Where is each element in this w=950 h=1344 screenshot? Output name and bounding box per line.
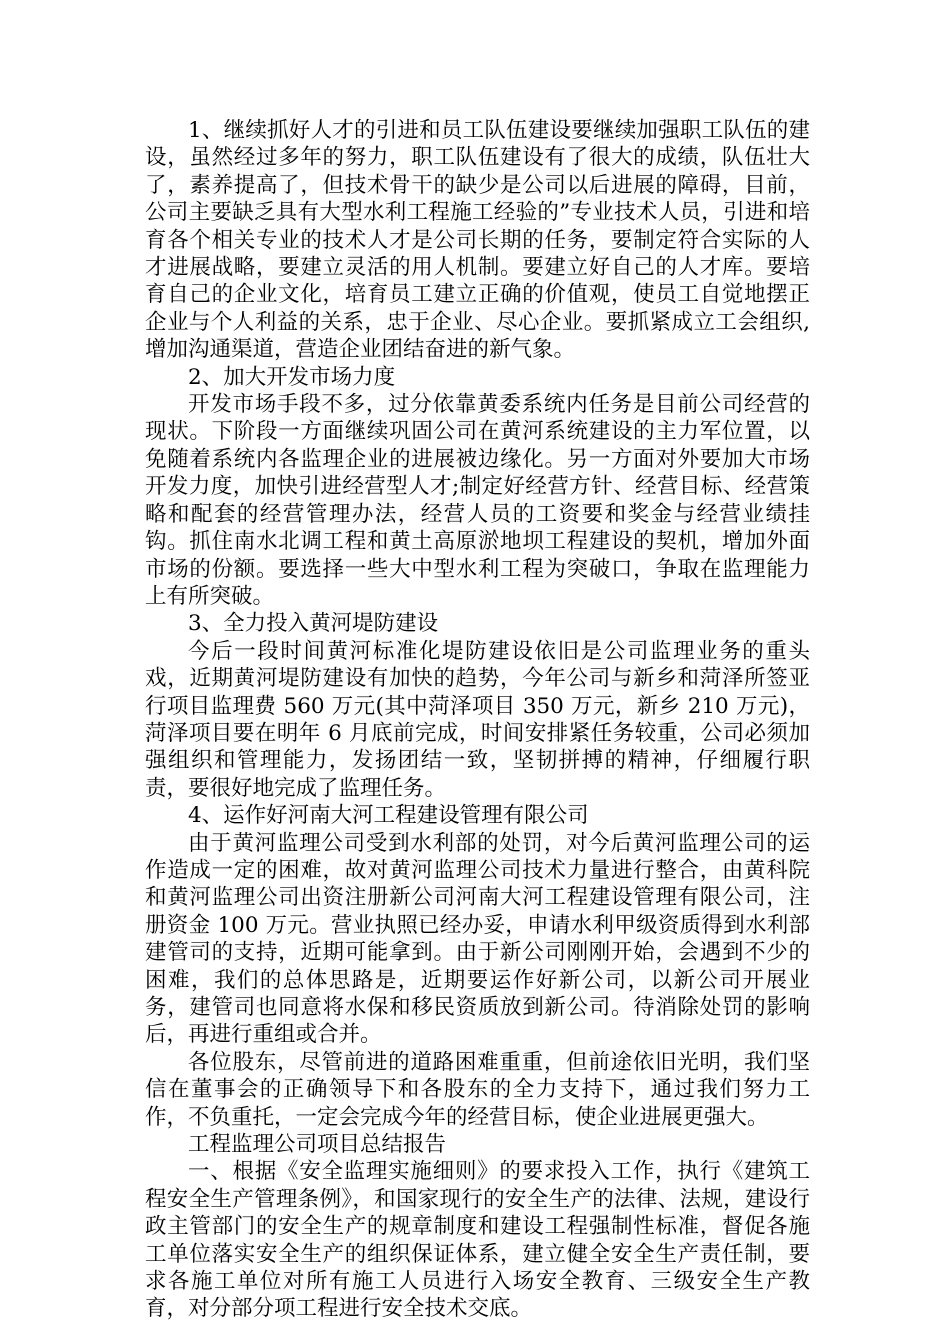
heading-market-development: 2、加大开发市场力度 (188, 364, 396, 390)
heading-levee-construction: 3、全力投入黄河堤防建设 (188, 611, 439, 637)
heading-dahe-company: 4、运作好河南大河工程建设管理有限公司 (188, 803, 589, 829)
paragraph-levee-construction: 今后一段时间黄河标准化堤防建设依旧是公司监理业务的重头戏，近期黄河堤防建设有加快的趋势，今年公司与新乡和菏泽所签亚行项目监理费 560 万元(其中菏泽项目 350 万元，新乡 210 万元)，菏泽项目要在明年 6 月底前完成，时间安排紧任务较重，公司必须加强组织和管理能力，发扬团结一致，坚韧拼搏的精神，仔细履行职责，要很好地完成了监理任务。 (145, 638, 810, 801)
paragraph-dahe-company: 由于黄河监理公司受到水利部的处罚，对今后黄河监理公司的运作造成一定的困难，故对黄河监理公司技术力量进行整合，由黄科院和黄河监理公司出资注册新公司河南大河工程建设管理有限公司，注册资金 100 万元。营业执照已经办妥，申请水利甲级资质得到水利部建管司的支持，近期可能拿到。由于新公司刚刚开始，会遇到不少的困难，我们的总体思路是，近期要运作好新公司，以新公司开展业务，建管司也同意将水保和移民资质放到新公司。待消除处罚的影响后，再进行重组或合并。 (145, 830, 810, 1048)
document-body (145, 117, 810, 1323)
paragraph-safety-supervision: 一、根据《安全监理实施细则》的要求投入工作，执行《建筑工程安全生产管理条例》，和国家现行的安全生产的法律、法规，建设行政主管部门的安全生产的规章制度和建设工程强制性标准，督促各施工单位落实安全生产的组织保证体系，建立健全安全生产责任制，要求各施工单位对所有施工人员进行入场安全教育、三级安全生产教育，对分部分项工程进行安全技术交底。 (145, 1159, 810, 1322)
paragraph-talent-building: 1、继续抓好人才的引进和员工队伍建设要继续加强职工队伍的建设，虽然经过多年的努力，职工队伍建设有了很大的成绩，队伍壮大了，素养提高了，但技术骨干的缺少是公司以后进展的障碍，目前，公司主要缺乏具有大型水利工程施工经验的”专业技术人员，引进和培育各个相关专业的技术人才是公司长期的任务，要制定符合实际的人才进展战略，要建立灵活的用人机制。要建立好自己的人才库。要培育自己的企业文化，培育员工建立正确的价值观，使员工自觉地摆正企业与个人利益的关系，忠于企业、尽心企业。要抓紧成立工会组织,增加沟通渠道，营造企业团结奋进的新气象。 (145, 118, 810, 363)
paragraph-market-development: 开发市场手段不多，过分依靠黄委系统内任务是目前公司经营的现状。下阶段一方面继续巩固公司在黄河系统建设的主力军位置，以免随着系统内各监理企业的进展被边缘化。另一方面对外要加大市场开发力度，加快引进经营型人才;制定好经营方针、经营目标、经营策略和配套的经营管理办法，经营人员的工资要和奖金与经营业绩挂钩。抓住南水北调工程和黄土高原淤地坝工程建设的契机，增加外面市场的份额。要选择一些大中型水利工程为突破口，争取在监理能力上有所突破。 (145, 392, 810, 609)
paragraph-shareholders: 各位股东，尽管前进的道路困难重重，但前途依旧光明，我们坚信在董事会的正确领导下和各股东的全力支持下，通过我们努力工作，不负重托，一定会完成今年的经营目标，使企业进展更强大。 (145, 1049, 810, 1130)
heading-project-summary-report: 工程监理公司项目总结报告 (188, 1132, 447, 1158)
